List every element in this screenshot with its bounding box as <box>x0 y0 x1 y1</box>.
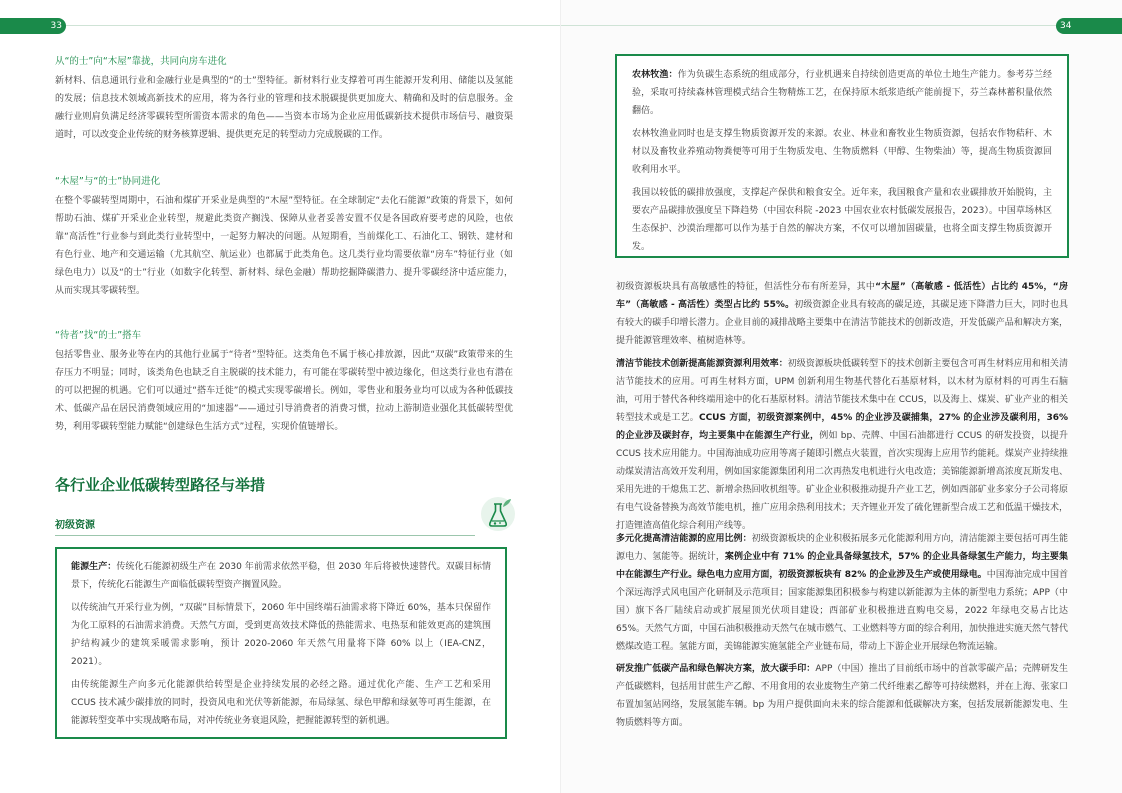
paragraph-new-materials: 新材料、信息通讯行业和金融行业是典型的“的士”型特征。新材料行业支撑着可再生能源开发利用、储能以及氢能的发展；信息技术领域高新技术的应用，将为各行业的管理和技术脱碳提供更加庞大、精确和及时的信息服务。金融行业则肩负满足经济零碳转型所需资本需求的角色——当资本市场为企业应用低碳新技术提供市场信号、融资渠道时，可以改变企业传统的财务核算逻辑、提供更充足的转型动力完成脱碳的工作。 <box>55 76 513 140</box>
flask-leaf-icon <box>480 496 516 532</box>
divider <box>55 535 475 536</box>
agriculture-box <box>615 54 1069 258</box>
subheading-taxi-to-cabin: 从“的士”向“木屋”靠拢，共同向房车进化 <box>55 56 227 67</box>
page-number-left: 33 <box>0 18 66 34</box>
box-lead-energy: 能源生产： <box>71 562 117 572</box>
energy-production-box <box>55 547 507 739</box>
paragraph-clean-energy: 清洁节能技术创新提高能源资源利用效率：初级资源板块低碳转型下的技术创新主要包含可再生材料应用和相关清洁节能技术的应用。可再生材料方面，UPM 创新利用生物基代替化石基原材料，以木材为原材料的可再生石脑油，可用于替代各种终端用途中的化石基原材料。清洁节能技术集中在 CCUS，以及海上、煤炭、矿业产业的相关转型技术或是工艺。CCUS 方面，初级资源案例中，45% 的企业涉及碳捕集，27% 的企业涉及碳利用，36% 的企业涉及碳封存，均主要集中在能源生产行业，例如 bp、壳牌、中国石油都进行 CCUS 的研发投资，以提升 CCUS 技术应用能力。中国海油成功应用等离子随即引燃点火装置，首次实现海上应用节约能耗。煤炭产业持续推动煤炭清洁高效开发利用，例如国家能源集团利用二次再热发电机进行火电改造；美锦能源新增高浓度瓦斯发电、采用先进的干熄焦工艺、新增余热回收机组等。矿业企业积极推动提升产业工艺，例如西部矿业多家分子公司将原有电气设备替换为高效节能电机，推广应用余热利用技术；天齐锂业开发了硫化锂新型合成工艺和低温干燥技术，打造锂渣高值化综合利用产线等。 <box>616 359 1068 531</box>
box-paragraph-energy <box>71 558 491 594</box>
paragraph-retail: 包括零售业、服务业等在内的其他行业属于“待者”型特征。这类角色不属于核心排放源，因此“双碳”政策带来的生存压力不明显；同时，该类角色也缺乏自主脱碳的技术能力，有可能在零碳转型中被边缘化，但这类行业也有潜在的可以把握的机遇。它们可以通过“搭车迁徙”的模式实现零碳增长。例如，零售业和服务业均可以成为各种低碳技术、低碳产品在居民消费领域应用的“加速器”——通过引导消费者的消费习惯，拉动上游制造业强化其低碳转型优势，利用零碳转型能力赋能“创建绿色生活方式”过程，实现价值链增长。 <box>55 350 513 432</box>
paragraph-research: 研发推广低碳产品和绿色解决方案，放大碳手印：APP（中国）推出了目前纸市场中的首款零碳产品；壳牌研发生产低碳燃料，包括用甘蔗生产乙醇、不用食用的农业废物生产第二代纤维素乙醇等可持续燃料，并在上海、张家口布置加氢站网络，发展氢能车辆。bp 为用户提供面向未来的综合能源和低碳解决方案，包括发展新能源发电、生物质燃料等方面。 <box>616 664 1068 728</box>
box-paragraph-food-security: 我国以较低的碳排放强度，支撑起产保供和粮食安全。近年来，我国粮食产量和农业碳排放开始脱钩，主要农产品碳排放强度呈下降趋势（中国农科院 -2023 中国农业农村低碳发展报告，2023）。中国草场林区生态保护、沙漠治理都可以作为基于自然的解决方案，不仅可以增加固碳量，也将全面支撑生物质资源开发。 <box>632 188 1052 252</box>
box-paragraph-transition: 由传统能源生产向多元化能源供给转型是企业持续发展的必经之路。通过优化产能、生产工艺和采用 CCUS 技术减少碳排放的同时，投资风电和光伏等新能源，布局绿氢、绿色甲醇和绿氨等可再生能源，在能源转型变革中实现战略布局，对冲传统业务衰退风险，把握能源转型的新机遇。 <box>71 680 491 726</box>
section-title: 各行业企业低碳转型路径与举措 <box>55 476 266 494</box>
sub-section-primary-resources: 初级资源 <box>55 520 95 531</box>
paragraph-diverse-energy: 多元化提高清洁能源的应用比例：初级资源板块的企业积极拓展多元化能源利用方向，清洁能源主要包括可再生能源电力、氢能等。据统计，案例企业中有 71% 的企业具备绿氢技术，57% 的企业具备绿氢生产能力，均主要集中在能源生产行业。绿色电力应用方面，初级资源板块有 82% 的企业涉及生产或使用绿电。中国海油完成中国首个深远海浮式风电国产化研制及示范项目；国家能源集团积极参与构建以新能源为主体的新型电力系统；APP（中国）旗下各厂陆续启动或扩展屋顶光伏项目建设；西部矿业积极推进直购电交易，2022 年绿电交易占比达 65%。天然气方面，中国石油积极推动天然气在城市燃气、工业燃料等方面的综合利用，加快推进实施天然气替代燃煤改造工程。氢能方面，美锦能源实施氢能全产业链布局，带动上下游企业开展绿色物流运输。 <box>616 534 1069 652</box>
subheading-waiter-taxi: “待者”找“的士”搭车 <box>55 330 142 341</box>
box-paragraph-oil-gas: 以传统油气开采行业为例，“双碳”目标情景下，2060 年中国终端石油需求将下降近 60%，基本只保留作为化工原料的石油需求消费。天然气方面，受到更高效技术降低的热能需求、电热泵和能效更高的建筑围护结构减少的建筑采暖需求影响，预计 2020-2060 年天然气用量将下降 60% 以上（IEA-CNZ，2021）。 <box>71 603 491 667</box>
page-number-right: 34 <box>1056 18 1122 34</box>
subheading-cabin-taxi: “木屋”与“的士”协同进化 <box>55 176 161 187</box>
box-paragraph-biomass: 农林牧渔业同时也是支撑生物质资源开发的来源。农业、林业和畜牧业生物质资源，包括农作物秸秆、木材以及畜牧业养殖动物粪便等可用于生物质发电、生物质燃料（甲醇、生物柴油）等，提高生物质资源回收利用水平。 <box>632 129 1052 175</box>
paragraph-mining: 在整个零碳转型周期中，石油和煤矿开采业是典型的“木屋”型特征。在全球制定“去化石能源”政策的背景下，如何帮助石油、煤矿开采业企业转型，规避此类资产搁浅、保障从业者妥善安置不仅是各国政府要考虑的风险，也依靠“高活性”行业参与到此类行业转型中，一起努力解决的问题。从短期看，当前煤化工、石油化工、钢铁、建材和有色行业、地产和交通运输（尤其航空、航运业）也都属于此类角色。这几类行业均需要依靠“房车”特征行业（如绿色电力）以及“的士”行业（如数字化转型、新材料、绿色金融）帮助挖掘降碳潜力、提升零碳经济中适应能力，从而实现其零碳转型。 <box>55 196 513 296</box>
box-text-agriculture: 作为负碳生态系统的组成部分，行业机遇来自持续创造更高的单位土地生产能力。参考芬兰经验，采取可持续森林管理模式结合生物精炼工艺，在保持原木纸浆造纸产能前提下，芬兰森林蓄积量依然翻倍。 <box>632 70 1052 116</box>
box-paragraph-agriculture <box>632 66 1052 120</box>
box-text-energy: 传统化石能源初级生产在 2030 年前需求依然平稳，但 2030 年后将被快速替代。双碳目标情景下，传统化石能源生产面临低碳转型资产搁置风险。 <box>71 562 491 590</box>
paragraph-intro: 初级资源板块具有高敏感性的特征，但活性分布有所差异，其中“木屋”（高敏感 - 低活性）占比约 45%，“房车”（高敏感 - 高活性）类型占比约 55%。初级资源企业具有较高的碳足迹，其碳足迹下降潜力巨大，同时也具有较大的碳手印增长潜力。企业目前的减排战略主要集中在清洁节能技术的创新改造，开发低碳产品和解决方案，提升能源管理效率、植树造林等。 <box>616 282 1068 346</box>
box-lead-agriculture: 农林牧渔： <box>632 70 678 80</box>
